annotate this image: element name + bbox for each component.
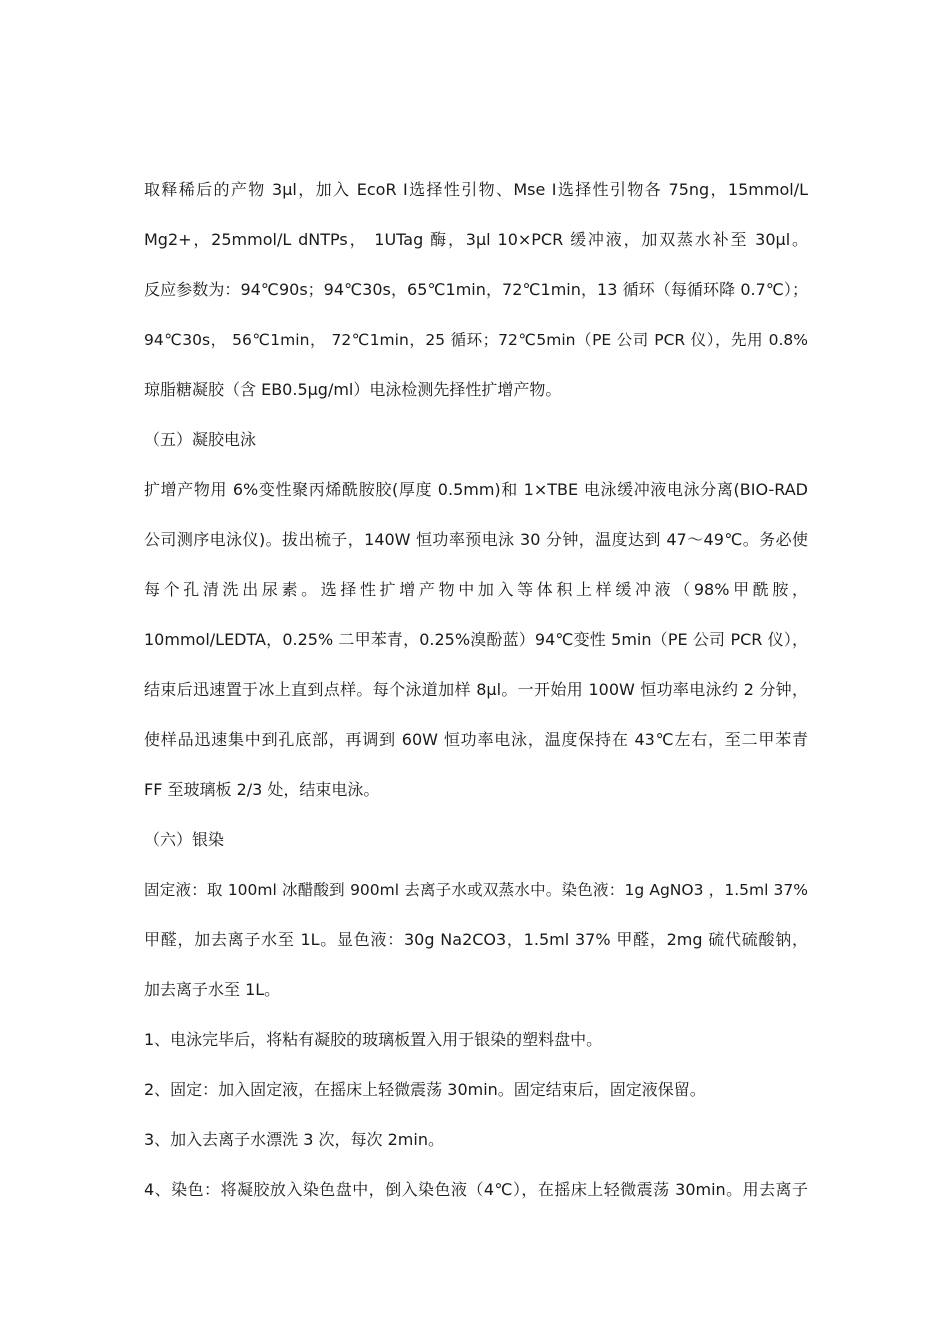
text-line: Mg2+，25mmol/L dNTPs， 1UTag 酶，3μl 10×PCR 缓冲液，加双蒸水补至 30μl。 bbox=[144, 230, 808, 249]
text-line: 使样品迅速集中到孔底部，再调到 60W 恒功率电泳，温度保持在 43℃左右，至二甲苯青 bbox=[144, 730, 808, 749]
text-line: 公司测序电泳仪)。拔出梳子，140W 恒功率预电泳 30 分钟，温度达到 47～49℃。务必使 bbox=[144, 530, 808, 549]
text-line: 取释稀后的产物 3μl，加入 EcoR Ⅰ选择性引物、Mse Ⅰ选择性引物各 75ng，15mmol/L bbox=[144, 180, 808, 199]
text-line: 琼脂糖凝胶（含 EB0.5μg/ml）电泳检测先择性扩增产物。 bbox=[144, 380, 562, 399]
section-heading: （六）银染 bbox=[144, 830, 225, 849]
text-line: 扩增产物用 6%变性聚丙烯酰胺胶(厚度 0.5mm)和 1×TBE 电泳缓冲液电泳分离(BIO-RAD bbox=[144, 480, 808, 499]
text-line: 加去离子水至 1L。 bbox=[144, 980, 281, 999]
list-item: 1、电泳完毕后，将粘有凝胶的玻璃板置入用于银染的塑料盘中。 bbox=[144, 1030, 603, 1049]
text-line: 94℃30s， 56℃1min， 72℃1min，25 循环；72℃5min（PE 公司 PCR 仪），先用 0.8% bbox=[144, 331, 808, 349]
list-item: 3、加入去离子水漂洗 3 次，每次 2min。 bbox=[144, 1130, 444, 1149]
section-heading: （五）凝胶电泳 bbox=[144, 430, 257, 449]
text-line: 反应参数为：94℃90s；94℃30s，65℃1min，72℃1min，13 循环（每循环降 0.7℃）； bbox=[144, 280, 808, 299]
text-line: 10mmol/LEDTA，0.25% 二甲苯青，0.25%溴酚蓝）94℃变性 5min（PE 公司 PCR 仪）， bbox=[144, 630, 808, 649]
text-line: 每个孔清洗出尿素。选择性扩增产物中加入等体积上样缓冲液（98%甲酰胺， bbox=[144, 580, 808, 599]
list-item: 2、固定：加入固定液，在摇床上轻微震荡 30min。固定结束后，固定液保留。 bbox=[144, 1080, 706, 1099]
text-line: 甲醛，加去离子水至 1L。显色液：30g Na2CO3，1.5ml 37% 甲醛，2mg 硫代硫酸钠， bbox=[144, 930, 808, 949]
text-line: 结束后迅速置于冰上直到点样。每个泳道加样 8μl。一开始用 100W 恒功率电泳约 2 分钟， bbox=[144, 680, 808, 699]
text-line: FF 至玻璃板 2/3 处，结束电泳。 bbox=[144, 780, 380, 799]
list-item: 4、染色：将凝胶放入染色盘中，倒入染色液（4℃），在摇床上轻微震荡 30min。用去离子 bbox=[144, 1180, 808, 1199]
text-line: 固定液：取 100ml 冰醋酸到 900ml 去离子水或双蒸水中。染色液：1g AgNO3 ，1.5ml 37% bbox=[144, 881, 808, 899]
